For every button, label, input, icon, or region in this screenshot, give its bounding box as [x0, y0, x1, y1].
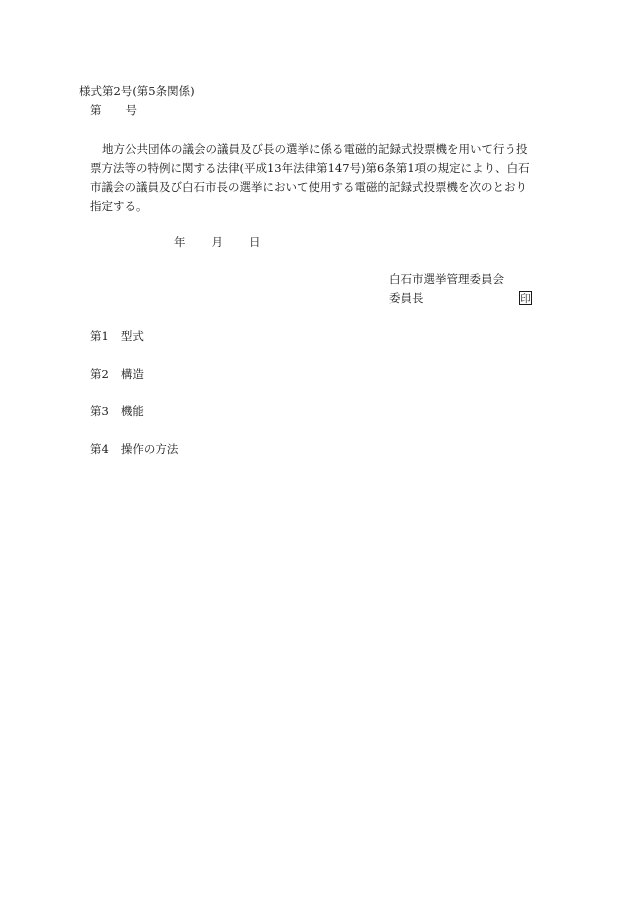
- item-number: 第2: [90, 367, 109, 381]
- item-label: 操作の方法: [120, 442, 179, 456]
- item-number: 第4: [90, 442, 109, 456]
- date-line: [174, 237, 261, 249]
- number-suffix: 号: [125, 103, 137, 117]
- form-title: 様式第2号(第5条関係): [79, 84, 195, 98]
- item-label: 構造: [120, 367, 144, 381]
- date-day: 日: [249, 235, 261, 249]
- item-number: 第1: [90, 329, 109, 343]
- item-label: 機能: [120, 404, 144, 418]
- committee-name: 白石市選挙管理委員会: [389, 272, 504, 286]
- chair-title: 委員長: [389, 291, 424, 305]
- item-3: [90, 406, 144, 418]
- seal-mark: 印: [520, 293, 531, 305]
- number-prefix: 第: [90, 103, 102, 117]
- item-1: [90, 331, 144, 343]
- date-month: 月: [211, 235, 223, 249]
- designation-paragraph: 地方公共団体の議会の議員及び長の選挙に係る電磁的記録式投票機を用いて行う投票方法等の特例に関する法律(平成13年法律第147号)第6条第1項の規定により、白石市議会の議員及び白石市長の選挙において使用する電磁的記録式投票機を次のとおり指定する。: [90, 142, 530, 213]
- item-4: [90, 444, 178, 456]
- item-label: 型式: [120, 329, 144, 343]
- item-2: [90, 369, 144, 381]
- item-number: 第3: [90, 404, 109, 418]
- date-year: 年: [174, 235, 186, 249]
- document-number-line: [90, 105, 137, 117]
